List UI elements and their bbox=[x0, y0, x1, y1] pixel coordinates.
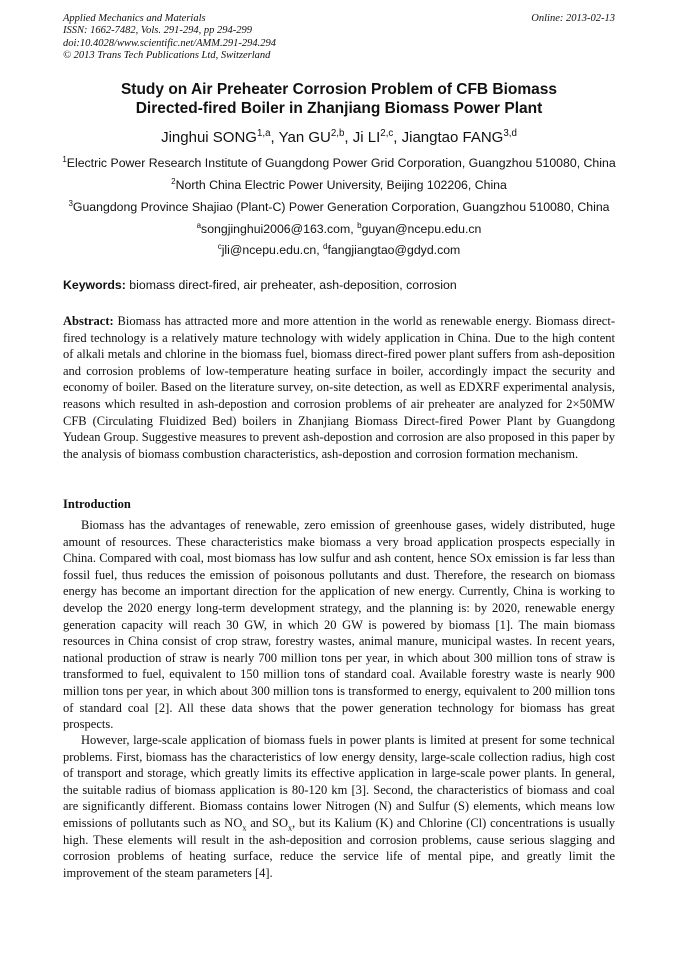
journal-header bbox=[63, 13, 615, 63]
keywords-label: Keywords: bbox=[63, 278, 126, 292]
author-name: Jiangtao FANG bbox=[401, 129, 504, 146]
affiliation-3 bbox=[20, 200, 658, 214]
affiliation-1 bbox=[20, 156, 658, 170]
subscript: x bbox=[242, 823, 247, 833]
affiliation-sup: 3 bbox=[68, 198, 73, 208]
title-line-2: Directed-fired Boiler in Zhanjiang Biomass Power Plant bbox=[135, 100, 543, 117]
email-d[interactable]: fangjiangtao@gdyd.com bbox=[327, 243, 461, 257]
issn-line: ISSN: 1662-7482, Vols. 291-294, pp 294-299 bbox=[63, 25, 252, 37]
abstract-text: Biomass has attracted more and more attention in the world as renewable energy. Biomass direct-fired technology is a relatively mature technology with widely application in China. Due to the high content of alkali metals and chlorine in the biomass fuel, biomass direct-fired power plant suffers from ash-deposition and corrosion problems of low-temperature heating surface in boiler, accordingly impact the security and economy of boiler. Based on the literature survey, on-site detection, as well as EDXRF experimental analysis, reasons which resulted in ash-depostion and corrosion problems of air preheater are analyzed for 2×50MW CFB (Circulating Fluidized Bed) boilers in Zhanjiang Biomass Direct-fired Power Plant by Guangdong Yudean Group. Suggestive measures to prevent ash-depostion and corrosion are also proposed in this paper by the analysis of biomass combustion characteristics, ash-depostion and corrosion formation mechanism. bbox=[63, 314, 615, 461]
intro-p2-text: However, large-scale application of biomass fuels in power plants is limited at present for some technical problems. First, biomass has the characteristics of low energy density, large-scale collection radius, high cost of transport and storage, which greatly limits its effective application in large-scale power plants. In general, the suitable radius of biomass application is 80-120 km [3]. Second, the characteristics of biomass and coal are significantly different. Biomass contains lower Nitrogen (N) and Sulfur (S) elements, which means low emissions of pollutants such as NO bbox=[63, 733, 615, 830]
abstract-label: Abstract: bbox=[63, 314, 114, 328]
copyright-line: © 2013 Trans Tech Publications Ltd, Switzerland bbox=[63, 50, 271, 62]
keywords bbox=[63, 278, 615, 292]
author-list bbox=[20, 129, 658, 146]
author-sup: 2,c bbox=[380, 128, 394, 139]
affiliation-sup: 2 bbox=[171, 176, 176, 186]
journal-name: Applied Mechanics and Materials bbox=[63, 13, 206, 24]
paper-title bbox=[40, 80, 638, 118]
email-sup: a bbox=[196, 220, 202, 230]
author-sup: 2,b bbox=[330, 128, 345, 139]
email-sup: d bbox=[323, 241, 328, 251]
doi-line[interactable]: doi:10.4028/www.scientific.net/AMM.291-294.294 bbox=[63, 37, 276, 49]
affiliation-text: Guangdong Province Shajiao (Plant-C) Power Generation Corporation, Guangzhou 510080, China bbox=[72, 200, 610, 214]
affiliation-text: North China Electric Power University, Beijing 102206, China bbox=[175, 178, 507, 192]
email-b[interactable]: guyan@ncepu.edu.cn bbox=[361, 222, 482, 236]
author-sep: , bbox=[344, 129, 353, 146]
email-sup: b bbox=[357, 220, 362, 230]
title-line-1: Study on Air Preheater Corrosion Problem of CFB Biomass bbox=[120, 81, 558, 98]
keywords-text: biomass direct-fired, air preheater, ash-deposition, corrosion bbox=[125, 278, 457, 292]
author-sep: , bbox=[393, 129, 402, 146]
intro-paragraph-2 bbox=[63, 732, 615, 881]
intro-p2-text: , but its Kalium (K) and Chlorine (Cl) concentrations is usually high. These elements will result in the ash-deposition and corrosion problems, cause serious slagging and corrosion problems of heating surface, reduce the service life of mental pipe, and greatly limit the improvement of the steam parameters [4]. bbox=[63, 815, 615, 880]
author-name: Ji LI bbox=[352, 129, 381, 146]
abstract bbox=[63, 313, 615, 462]
email-a[interactable]: songjinghui2006@163.com, bbox=[201, 222, 358, 236]
section-heading-introduction: Introduction bbox=[63, 497, 131, 511]
author-name: Yan GU bbox=[278, 129, 331, 146]
email-line-2 bbox=[20, 243, 658, 257]
author-sep: , bbox=[270, 129, 279, 146]
email-sup: c bbox=[217, 241, 222, 251]
author-name: Jinghui SONG bbox=[161, 129, 257, 146]
author-sup: 1,a bbox=[256, 128, 271, 139]
author-sup: 3,d bbox=[503, 128, 517, 139]
intro-p2-text: and SO bbox=[246, 815, 289, 830]
subscript: x bbox=[288, 823, 293, 833]
online-date: Online: 2013-02-13 bbox=[531, 13, 615, 24]
intro-paragraph-1: Biomass has the advantages of renewable, zero emission of greenhouse gases, widely distributed, huge amount of resources. These characteristics make biomass a very broad application prospects especially in China. Compared with coal, most biomass has low sulfur and ash content, hence SOx emission is far less than fossil fuel, thus reduces the emission of poisonous pollutants and dust. Therefore, the research on biomass energy has become an important direction for the application of new energy. Currently, China is working to develop the 2020 energy long-term development strategy, and the planning is: by 2020, renewable energy generation capacity will reach 30 GW, in which 20 GW is powered by biomass [1]. The main biomass resources in China consist of crop straw, forestry wastes, animal manure, municipal wastes. In recent years, national production of straw is nearly 700 million tons per year, in which about 300 million tons of straw is transformed to fuel, equivalent to 150 million tons of standard coal. Available forestry waste is nearly 900 million tons per year, in which about 300 million tons is transformed to energy, equivalent to 200 million tons of standard coal [2]. All these data shows that the power generation technology for biomass has great prospects. bbox=[63, 518, 615, 732]
affiliation-sup: 1 bbox=[62, 154, 67, 164]
affiliation-text: Electric Power Research Institute of Guangdong Power Grid Corporation, Guangzhou 510080, China bbox=[66, 156, 616, 170]
email-c[interactable]: jli@ncepu.edu.cn, bbox=[221, 243, 324, 257]
affiliation-2 bbox=[20, 178, 658, 192]
email-line-1 bbox=[20, 222, 658, 236]
